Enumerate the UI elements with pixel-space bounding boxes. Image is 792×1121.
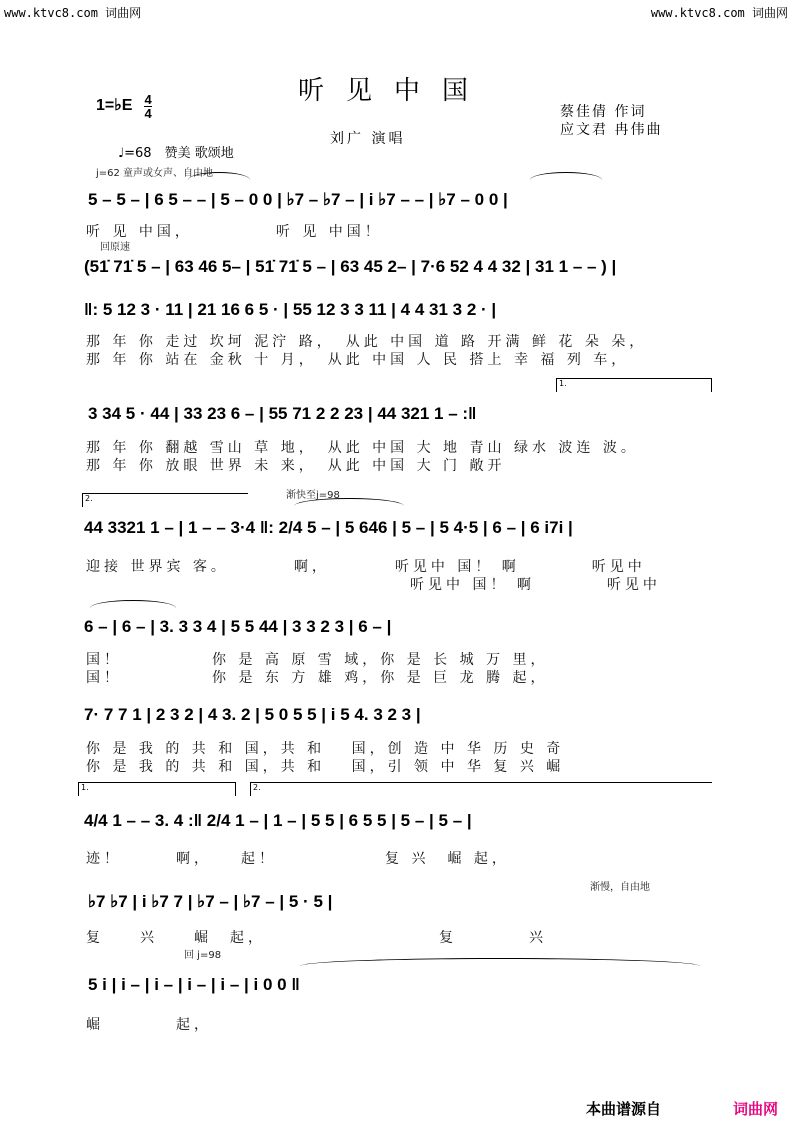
- lyrics-line-4-verse-1: 那 年 你 翻越 雪山 草 地， 从此 中国 大 地 青山 绿水 波连 波。: [86, 440, 639, 456]
- notes-line-7: 7· 7 7 1 | 2 3 2 | 4 3. 2 | 5 0 5 5 | i 5 4. 3 2 3 |: [84, 705, 421, 724]
- tempo-return-annotation: 回原速: [100, 242, 130, 253]
- lyrics-line-10: 崛 起，: [86, 1017, 212, 1033]
- lyricist-credit: 蔡佳倩 作词: [560, 104, 647, 120]
- footer-source-label: 本曲谱源自: [586, 1100, 662, 1118]
- lyrics-line-5-verse-2: 听见中 国！ 啊 听见中: [86, 577, 661, 593]
- watermark-right: www.ktvc8.com 词曲网: [650, 6, 788, 20]
- key-signature: [96, 93, 152, 120]
- lyrics-line-4-verse-2: 那 年 你 放眼 世界 未 来， 从此 中国 大 门 敞开: [86, 458, 506, 474]
- volta-1: [556, 378, 712, 392]
- staff-line-6: [84, 617, 714, 643]
- time-signature: [144, 93, 151, 120]
- notes-line-9: ♭7 ♭7 | i ♭7 7 | ♭7 – | ♭7 – | 5 · 5 |: [88, 892, 333, 911]
- volta-1-second-label: 1.: [81, 783, 89, 792]
- volta-2-label: 2.: [85, 494, 93, 503]
- notes-line-5: 44 3321 1 – | 1 – – 3·4 ‖: 2/4 5 – | 5 646 | 5 – | 5 4·5 | 6 – | 6 i7i |: [84, 518, 573, 537]
- rit-annotation: 渐慢，自由地: [590, 882, 650, 893]
- lyrics-line-6-verse-1: 国！ 你 是 高 原 雪 域，你 是 长 城 万 里，: [86, 652, 549, 668]
- staff-line-10: [84, 975, 714, 1001]
- volta-2: [82, 493, 248, 507]
- key-label: 1=♭E: [96, 97, 133, 115]
- volta-2-second-label: 2.: [253, 783, 261, 792]
- slur: [530, 172, 602, 180]
- lyrics-line-6-verse-2: 国！ 你 是 东 方 雄 鸡，你 是 巨 龙 腾 起，: [86, 670, 549, 686]
- notes-line-10: 5 i | i – | i – | i – | i – | i 0 0 ‖: [88, 975, 300, 994]
- notes-line-1: 5 – 5 – | 6 5 – – | 5 – 0 0 | ♭7 – ♭7 – | i ♭7 – – | ♭7 – 0 0 |: [88, 190, 508, 209]
- time-sig-top: 4: [144, 92, 152, 107]
- volta-2-second: [250, 782, 712, 796]
- watermark-left: www.ktvc8.com 词曲网: [4, 6, 142, 20]
- notes-line-6: 6 – | 6 – | 3. 3 3 4 | 5 5 44 | 3 3 2 3 | 6 – |: [84, 617, 392, 636]
- lyrics-line-8: 迹！ 啊， 起！ 复 兴 崛 起，: [86, 851, 510, 867]
- staff-line-2: [84, 257, 714, 283]
- slur: [300, 958, 700, 966]
- lyrics-line-9: 复 兴 崛 起， 复 兴: [86, 930, 547, 946]
- tempo-marking: ♩=68 赞美 歌颂地: [118, 146, 234, 161]
- notes-line-8: 4/4 1 – – 3. 4 :‖ 2/4 1 – | 1 – | 5 5 | 6 5 5 | 5 – | 5 – |: [84, 811, 472, 830]
- staff-line-9: [84, 892, 714, 918]
- time-sig-bottom: 4: [144, 106, 152, 121]
- return-tempo-annotation: 回 j=98: [184, 950, 222, 961]
- staff-line-5: [84, 518, 714, 544]
- staff-line-8: [84, 811, 714, 837]
- footer-source-site: 词曲网: [733, 1100, 779, 1118]
- lyrics-line-3-verse-2: 那 年 你 站在 金秋 十 月， 从此 中国 人 民 搭上 幸 福 列 车，: [86, 352, 630, 368]
- lyrics-line-1: 听 见 中国， 听 见 中国！: [86, 224, 383, 240]
- slur: [294, 498, 404, 506]
- staff-line-3: [84, 300, 714, 326]
- accel-annotation: 渐快至j=98: [286, 490, 340, 501]
- intro-annotation: j=62 童声或女声、自由地: [96, 168, 214, 179]
- performer-credit: 刘广 演唱: [330, 131, 406, 147]
- volta-1-second: [78, 782, 236, 796]
- notes-line-3: ‖: 5 12 3 · 11 | 21 16 6 5 · | 55 12 3 3 11 | 4 4 31 3 2 · |: [84, 300, 497, 319]
- lyrics-line-3-verse-1: 那 年 你 走过 坎坷 泥泞 路， 从此 中国 道 路 开满 鲜 花 朵 朵，: [86, 334, 648, 350]
- staff-line-1: [84, 190, 714, 216]
- staff-line-7: [84, 705, 714, 731]
- slur: [188, 172, 250, 180]
- volta-1-label: 1.: [559, 379, 567, 388]
- composer-credit: 应文君 冉伟曲: [560, 122, 663, 138]
- lyrics-line-7-verse-1: 你 是 我 的 共 和 国，共 和 国，创 造 中 华 历 史 奇: [86, 741, 565, 757]
- notes-line-4: 3 34 5 · 44 | 33 23 6 – | 55 71 2 2 23 | 44 321 1 – :‖: [88, 404, 477, 423]
- notes-line-2: (51̇ 71̇ 5 – | 63 46 5– | 51̇ 71̇ 5 – | 63 45 2– | 7·6 52 4 4 32 | 31 1 – – ) |: [84, 257, 617, 276]
- song-title: 听见中国: [298, 76, 491, 106]
- staff-line-4: [84, 404, 714, 430]
- slur: [90, 600, 176, 608]
- lyrics-line-7-verse-2: 你 是 我 的 共 和 国，共 和 国，引 领 中 华 复 兴 崛: [86, 759, 565, 775]
- lyrics-line-5-verse-1: 迎接 世界宾 客。 啊， 听见中 国！ 啊 听见中: [86, 559, 646, 575]
